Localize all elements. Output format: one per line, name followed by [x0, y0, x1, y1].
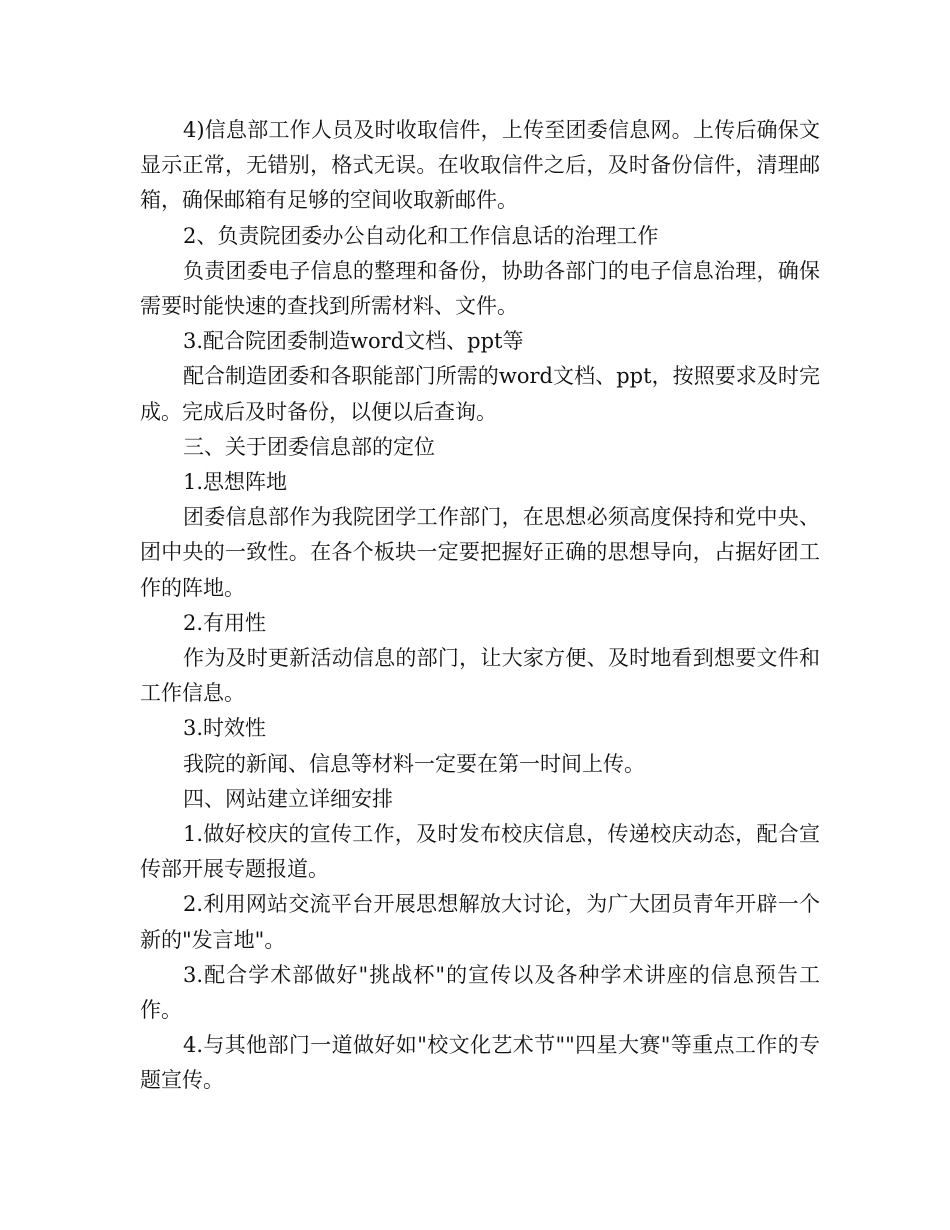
paragraph-electronic-info: 负责团委电子信息的整理和备份，协助各部门的电子信息治理，确保需要时能快速的查找到所需材料、文件。 — [140, 258, 820, 319]
plan-item-3: 3.配合学术部做好"挑战杯"的宣传以及各种学术讲座的信息预告工作。 — [140, 962, 820, 1023]
plan-item-1: 1.做好校庆的宣传工作，及时发布校庆信息，传递校庆动态，配合宣传部开展专题报道。 — [140, 822, 820, 882]
paragraph-mail-handling: 4)信息部工作人员及时收取信件，上传至团委信息网。上传后确保文显示正常，无错别，格式无误。在收取信件之后，及时备份信件，清理邮箱，确保邮箱有足够的空间收取新邮件。 — [140, 118, 820, 213]
section-heading-website-plan: 四、网站建立详细安排 — [183, 786, 393, 811]
paragraph-ideology: 团委信息部作为我院团学工作部门，在思想必须高度保持和党中央、团中央的一致性。在各个板块一定要把握好正确的思想导向，占据好团工作的阵地。 — [140, 505, 820, 600]
subheading-usefulness: 2.有用性 — [183, 610, 267, 635]
plan-item-4: 4.与其他部门一道做好如"校文化艺术节""四星大赛"等重点工作的专题宣传。 — [140, 1033, 820, 1093]
paragraph-usefulness: 作为及时更新活动信息的部门，让大家方便、及时地看到想要文件和工作信息。 — [140, 646, 820, 706]
document-body — [140, 113, 820, 1099]
section-heading-positioning: 三、关于团委信息部的定位 — [183, 434, 435, 459]
paragraph-heading-office-automation: 2、负责院团委办公自动化和工作信息话的治理工作 — [183, 223, 659, 248]
paragraph-heading-documents: 3.配合院团委制造word文档、ppt等 — [183, 329, 524, 354]
plan-item-2: 2.利用网站交流平台开展思想解放大讨论，为广大团员青年开辟一个新的"发言地"。 — [140, 892, 820, 952]
paragraph-documents-detail: 配合制造团委和各职能部门所需的word文档、ppt，按照要求及时完成。完成后及时备份，以便以后查询。 — [140, 364, 820, 424]
subheading-timeliness: 3.时效性 — [183, 716, 267, 741]
paragraph-timeliness: 我院的新闻、信息等材料一定要在第一时间上传。 — [183, 751, 645, 776]
subheading-ideology: 1.思想阵地 — [183, 470, 288, 495]
